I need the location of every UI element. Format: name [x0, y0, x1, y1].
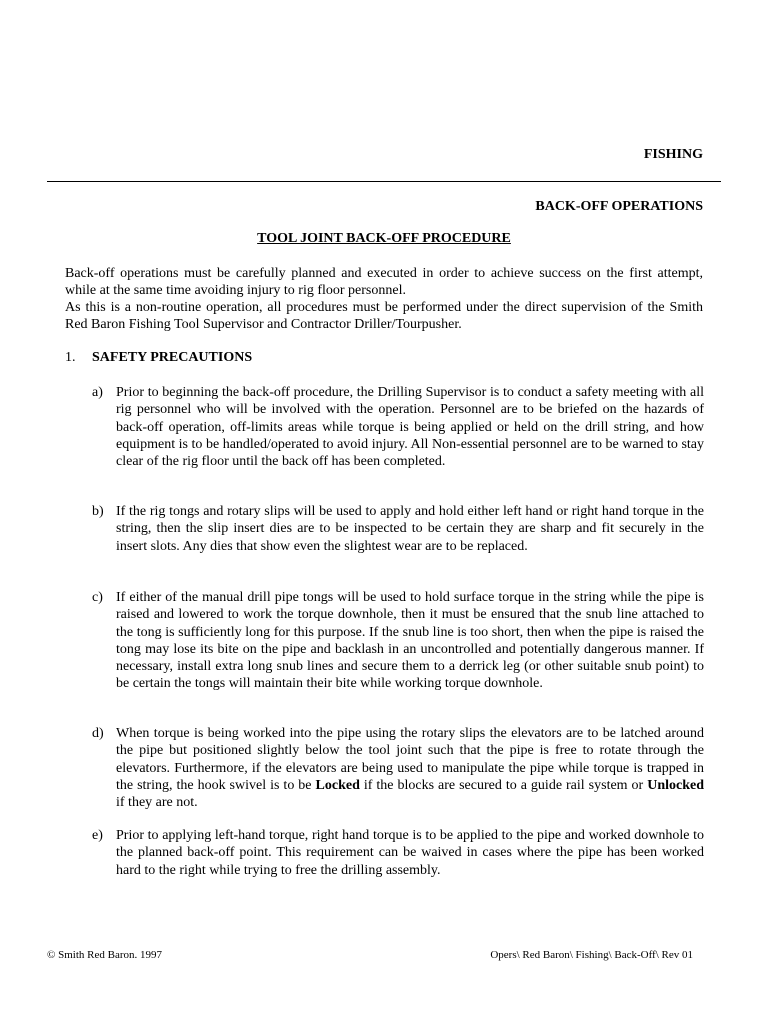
item-label: b)	[92, 504, 104, 519]
list-item-d	[92, 725, 704, 811]
list-item-b	[92, 503, 704, 555]
intro-paragraph-2: As this is a non-routine operation, all procedures must be performed under the direct supervision of the Smith Red Baron Fishing Tool Supervisor and Contractor Driller/Tourpusher.	[65, 300, 703, 333]
item-label: d)	[92, 726, 104, 741]
intro-paragraph-1: Back-off operations must be carefully planned and executed in order to achieve success on the first attempt, while at the same time avoiding injury to rig floor personnel.	[65, 266, 703, 299]
page-title: TOOL JOINT BACK-OFF PROCEDURE	[257, 231, 511, 246]
item-text: Prior to beginning the back-off procedure, the Drilling Supervisor is to conduct a safety meeting with all rig personnel who will be involved with the operation. Personnel are to be briefed on the hazards of back-off operation, off-limits areas while torque is being applied or held on the drill string, and how equipment is to be handled/operated to avoid injury. All Non-essential personnel are to be warned to stay clear of the rig floor until the back off has been completed.	[116, 385, 704, 470]
item-text-middle: if the blocks are secured to a guide rail system or	[359, 777, 648, 793]
locked-term: Locked	[315, 777, 360, 793]
unlocked-term: Unlocked	[647, 777, 704, 793]
list-item-a	[92, 384, 704, 470]
item-text-after: if they are not.	[116, 795, 198, 811]
item-text: If either of the manual drill pipe tongs will be used to hold surface torque in the string while the pipe is raised and lowered to work the torque downhole, then it must be ensured that the snub line attached to the tong is sufficiently long for this purpose. If the snub line is too short, then when the pipe is raised the tong may lose its bite on the pipe and backlash in an uncontrolled and potentially dangerous manner. If necessary, install extra long snub lines and secure them to a derrick leg (or other suitable snub point) to be certain the tongs will maintain their bite while working torque downhole.	[116, 590, 704, 692]
item-text-before: When torque is being worked into the pipe using the rotary slips the elevators are to be latched around the pipe but positioned slightly below the tool joint such that the pipe is free to rotate through the elevators. Furthermore, if the elevators are being used to manipulate the pipe while torque is trapped in the string, the hook swivel is to be	[116, 726, 704, 793]
section-number: 1.	[65, 350, 76, 365]
section-heading: SAFETY PRECAUTIONS	[92, 350, 253, 365]
item-text: Prior to applying left-hand torque, right hand torque is to be applied to the pipe and worked downhole to the planned back-off point. This requirement can be waived in cases where the pipe has been worked hard to the right while trying to free the drilling assembly.	[116, 828, 704, 878]
item-text: If the rig tongs and rotary slips will be used to apply and hold either left hand or right hand torque in the string, then the slip insert dies are to be inspected to be certain they are sharp and fit securely in the insert slots. Any dies that show even the slightest wear are to be replaced.	[116, 504, 704, 554]
header-rule	[47, 181, 721, 182]
list-item-e	[92, 827, 704, 879]
item-label: c)	[92, 590, 103, 605]
footer-doc-path: Opers\ Red Baron\ Fishing\ Back-Off\ Rev 01	[490, 949, 693, 961]
item-label: a)	[92, 385, 103, 400]
list-item-c	[92, 589, 704, 693]
section-header: FISHING	[643, 147, 703, 162]
item-label: e)	[92, 828, 103, 843]
subsection-header: BACK-OFF OPERATIONS	[535, 199, 703, 214]
footer-copyright: © Smith Red Baron. 1997	[47, 949, 162, 961]
